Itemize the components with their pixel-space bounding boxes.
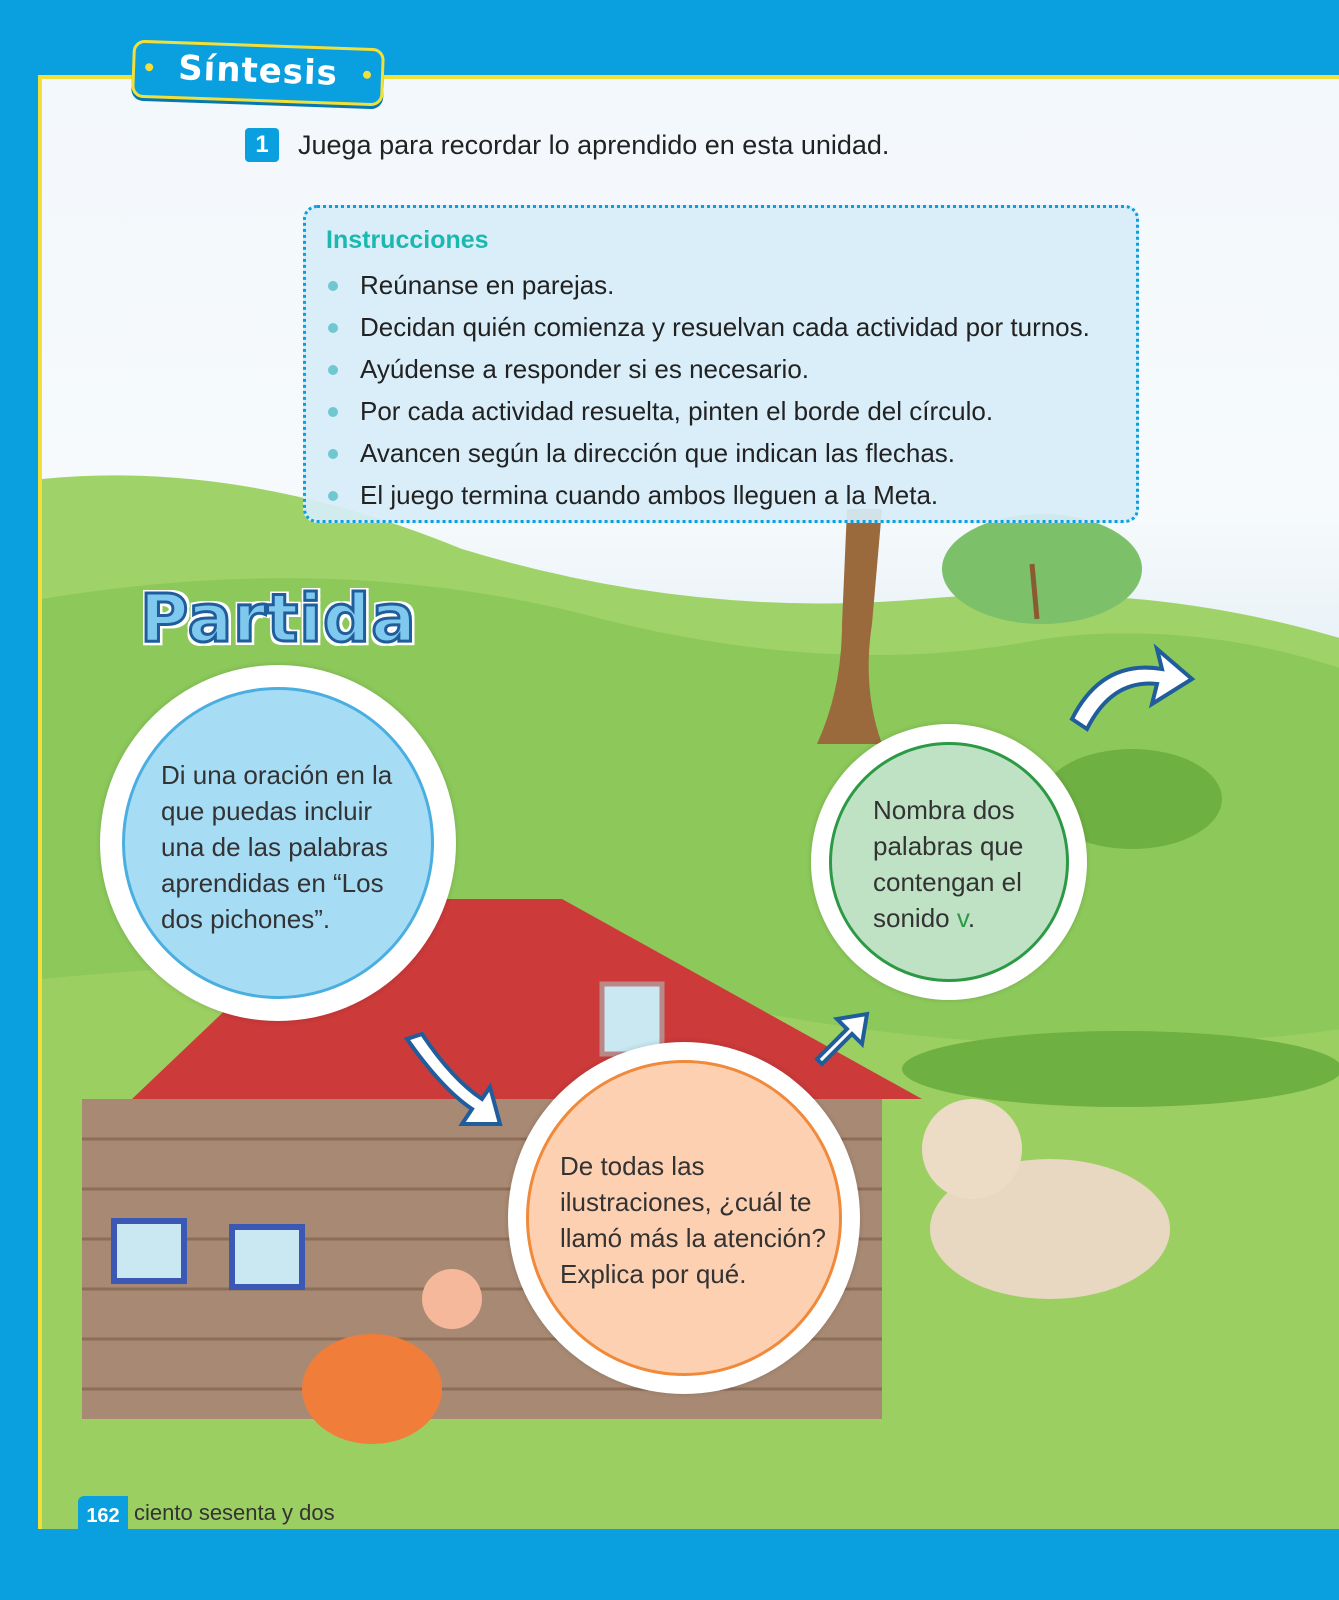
- instruction-item: Decidan quién comienza y resuelvan cada actividad por turnos.: [326, 306, 1090, 348]
- section-banner: [131, 40, 385, 107]
- activity-circle-green[interactable]: [811, 724, 1087, 1000]
- instruction-item: Por cada actividad resuelta, pinten el borde del círculo.: [326, 390, 1090, 432]
- activity-circle-blue-text: Di una oración en la que puedas incluir una de las palabras aprendidas en “Los dos pichones”.: [161, 760, 393, 934]
- instructions-box: [303, 205, 1139, 523]
- activity-circle-blue[interactable]: [100, 665, 456, 1021]
- instructions-list: [326, 264, 1090, 516]
- section-title: Síntesis: [177, 48, 339, 94]
- instruction-item: El juego termina cuando ambos lleguen a la Meta.: [326, 474, 1090, 516]
- activity-circle-orange[interactable]: [508, 1042, 860, 1394]
- instruction-item: Reúnanse en parejas.: [326, 264, 1090, 306]
- page-number: 162: [78, 1496, 128, 1536]
- green-letter: v: [956, 903, 968, 933]
- activity-circle-green-text: [873, 792, 1063, 936]
- page-number-text: ciento sesenta y dos: [134, 1500, 335, 1525]
- activity-statement: Juega para recordar lo aprendido en esta unidad.: [298, 130, 890, 160]
- activity-number: 1: [245, 128, 279, 162]
- instruction-item: Avancen según la dirección que indican las flechas.: [326, 432, 1090, 474]
- activity-circle-orange-text: De todas las ilustraciones, ¿cuál te llamó más la atención? Explica por qué.: [560, 1151, 826, 1289]
- instruction-item: Ayúdense a responder si es necesario.: [326, 348, 1090, 390]
- green-end: .: [967, 903, 976, 933]
- instructions-title: Instrucciones: [326, 226, 489, 254]
- green-text: Nombra dos palabras que contengan el sonido: [873, 795, 1024, 933]
- start-label: Partida: [140, 580, 417, 657]
